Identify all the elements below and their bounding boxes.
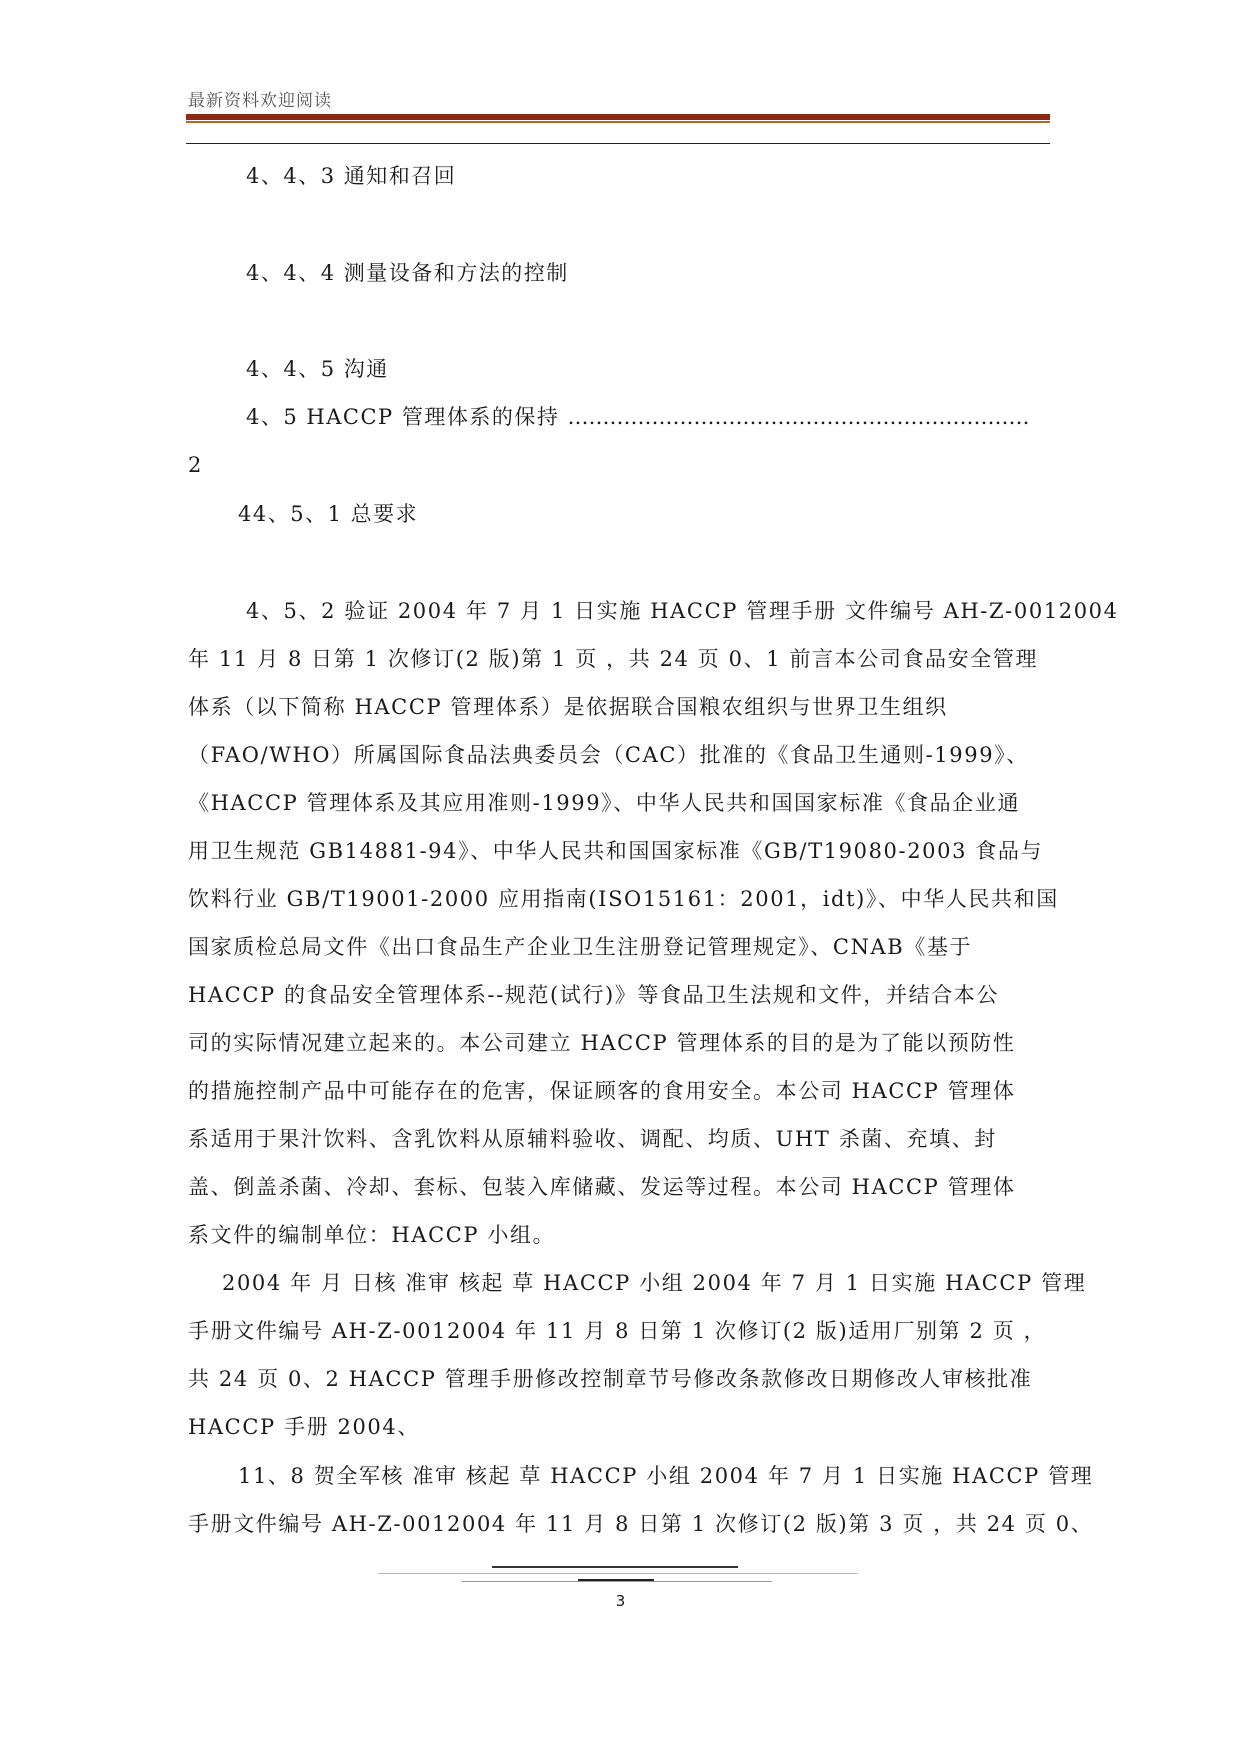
body-line: 盖、倒盖杀菌、冷却、套标、包装入库储藏、发运等过程。本公司 HACCP 管理体 (188, 1175, 1016, 1199)
body-line: 用卫生规范 GB14881-94》、中华人民共和国国家标准《GB/T19080-2003 食品与 (188, 839, 1044, 863)
body-line: 11、8 贺全军核 准审 核起 草 HACCP 小组 2004 年 7 月 1 日实施 HACCP 管理 (238, 1464, 1094, 1488)
header-rule-thick (186, 114, 1050, 120)
body-line: 系文件的编制单位：HACCP 小组。 (188, 1223, 556, 1247)
body-line: 4、5、2 验证 2004 年 7 月 1 日实施 HACCP 管理手册 文件编号 AH-Z-0012004 (246, 599, 1119, 623)
body-line: 手册文件编号 AH-Z-0012004 年 11 月 8 日第 1 次修订(2 版)第 3 页 ，共 24 页 0、 (188, 1512, 1094, 1536)
toc-item-4-5-1: 44、5、1 总要求 (238, 502, 419, 526)
toc-item-4-4-4: 4、4、4 测量设备和方法的控制 (246, 261, 569, 285)
toc-item-4-5-label: 4、5 HACCP 管理体系的保持 (246, 405, 568, 429)
body-line: 系适用于果汁饮料、含乳饮料从原辅料验收、调配、均质、UHT 杀菌、充填、封 (188, 1127, 997, 1151)
header-rule-thin (186, 143, 1050, 144)
footer-rule-dark (578, 1579, 654, 1581)
body-line: 司的实际情况建立起来的。本公司建立 HACCP 管理体系的目的是为了能以预防性 (188, 1031, 1016, 1055)
body-line: 《HACCP 管理体系及其应用准则-1999》、中华人民共和国国家标准《食品企业通 (188, 791, 1021, 815)
body-line: HACCP 的食品安全管理体系--规范(试行)》等食品卫生法规和文件，并结合本公 (188, 983, 999, 1007)
header-rule-accent (186, 121, 1050, 123)
toc-item-4-5-page: 2 (188, 453, 203, 477)
footer-rule-top (492, 1566, 738, 1568)
footer-rule-short (462, 1581, 772, 1582)
body-line: 手册文件编号 AH-Z-0012004 年 11 月 8 日第 1 次修订(2 版)适用厂别第 2 页 ， (188, 1319, 1047, 1343)
body-line: 共 24 页 0、2 HACCP 管理手册修改控制章节号修改条款修改日期修改人审核批准 (188, 1367, 1033, 1391)
page-number: 3 (615, 1592, 626, 1610)
body-line: 的措施控制产品中可能存在的危害，保证顾客的食用安全。本公司 HACCP 管理体 (188, 1079, 1016, 1103)
body-line: 国家质检总局文件《出口食品生产企业卫生注册登记管理规定》、CNAB《基于 (188, 935, 973, 959)
body-line: 饮料行业 GB/T19001-2000 应用指南(ISO15161：2001，idt)》、中华人民共和国 (188, 887, 1059, 911)
body-line: 2004 年 月 日核 准审 核起 草 HACCP 小组 2004 年 7 月 1 日实施 HACCP 管理 (222, 1271, 1087, 1295)
page-header-title: 最新资料欢迎阅读 (188, 91, 332, 111)
body-line: 体系（以下简称 HACCP 管理体系）是依据联合国粮农组织与世界卫生组织 (188, 695, 948, 719)
body-line: 年 11 月 8 日第 1 次修订(2 版)第 1 页 ，共 24 页 0、1 前言本公司食品安全管理 (188, 647, 1039, 671)
body-line: HACCP 手册 2004、 (188, 1415, 420, 1439)
body-line: （FAO/WHO）所属国际食品法典委员会（CAC）批准的《食品卫生通则-1999》、 (188, 743, 1029, 767)
toc-item-4-4-3: 4、4、3 通知和召回 (246, 164, 457, 188)
toc-item-4-4-5: 4、4、5 沟通 (246, 357, 389, 381)
toc-leader-dots: ………………………………………………………… (567, 405, 1030, 429)
footer-rule-light (378, 1573, 858, 1574)
toc-item-4-5 (246, 403, 1030, 431)
